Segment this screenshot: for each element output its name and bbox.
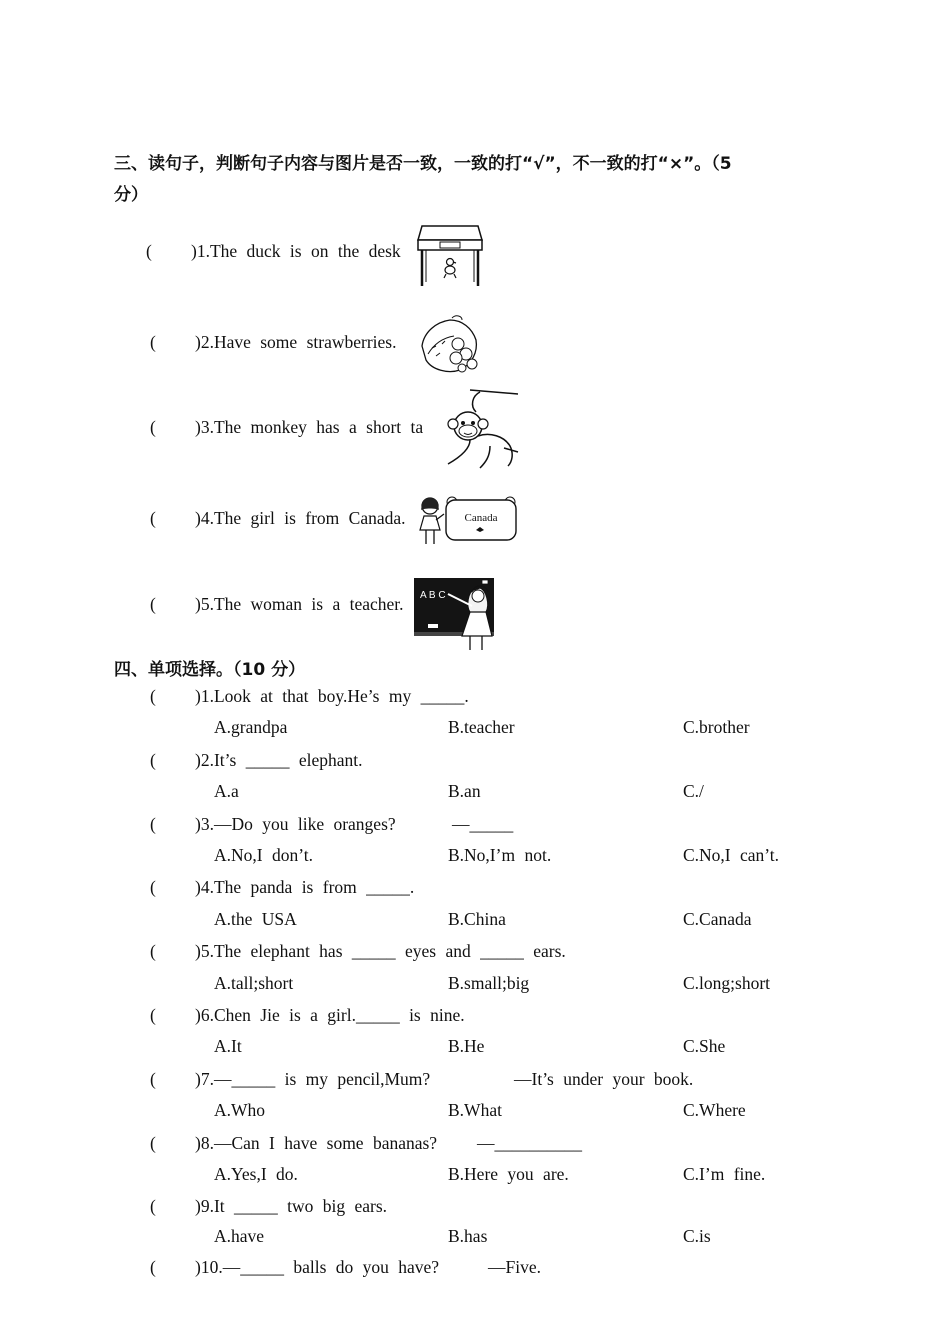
mc-q8-option-b: B.Here you are. — [448, 1164, 569, 1184]
mc-q3-option-b: B.No,I’m not. — [448, 845, 552, 865]
mc-q5-option-a: A.tall;short — [214, 973, 294, 993]
mc-q4-open: ( — [150, 877, 156, 897]
judge-item-2: )2.Have some strawberries. — [195, 332, 397, 352]
mc-q6-open: ( — [150, 1005, 156, 1025]
mc-q9-option-a: A.have — [214, 1226, 265, 1246]
mc-q8: )8.—Can I have some bananas? — [195, 1133, 438, 1153]
mc-q7-option-b: B.What — [448, 1100, 502, 1120]
desk-duck-picture — [416, 224, 484, 288]
mc-q3-option-a: A.No,I don’t. — [214, 845, 313, 865]
mc-q9-option-b: B.has — [448, 1226, 488, 1246]
mc-q2: )2.It’s _____ elephant. — [195, 750, 363, 770]
mc-q2-option-b: B.an — [448, 781, 481, 801]
mc-q4-option-a: A.the USA — [214, 909, 297, 929]
mc-q7-open: ( — [150, 1069, 156, 1089]
judge-item-3-open: ( — [150, 417, 156, 437]
mc-q2-option-a: A.a — [214, 781, 239, 801]
mc-q3-open: ( — [150, 814, 156, 834]
mc-q6: )6.Chen Jie is a girl._____ is nine. — [195, 1005, 465, 1025]
mc-q4-option-c: C.Canada — [683, 909, 752, 929]
mc-q5: )5.The elephant has _____ eyes and _____ ears. — [195, 941, 566, 961]
judge-item-3: )3.The monkey has a short ta — [195, 417, 424, 437]
mc-q7: )7.—_____ is my pencil,Mum? — [195, 1069, 431, 1089]
mc-q9: )9.It _____ two big ears. — [195, 1196, 388, 1216]
mc-q8-reply: —__________ — [477, 1133, 582, 1153]
judge-item-2-open: ( — [150, 332, 156, 352]
girl-canada-picture — [416, 494, 520, 548]
duck-icon — [444, 259, 456, 279]
judge-item-4: )4.The girl is from Canada. — [195, 508, 406, 528]
mc-q1-option-c: C.brother — [683, 717, 750, 737]
mc-q10-reply: —Five. — [488, 1257, 541, 1277]
mc-q3: )3.—Do you like oranges? — [195, 814, 396, 834]
mc-q5-option-b: B.small;big — [448, 973, 530, 993]
mc-q8-option-c: C.I’m fine. — [683, 1164, 766, 1184]
mc-q4: )4.The panda is from _____. — [195, 877, 415, 897]
judge-item-1: )1.The duck is on the desk — [191, 241, 401, 261]
mc-q8-option-a: A.Yes,I do. — [214, 1164, 298, 1184]
monkey-picture — [440, 386, 520, 472]
mc-q9-open: ( — [150, 1196, 156, 1216]
mc-q7-reply: —It’s under your book. — [514, 1069, 694, 1089]
mc-q9-option-c: C.is — [683, 1226, 711, 1246]
teacher-blackboard-picture — [412, 576, 498, 652]
mc-q3-option-c: C.No,I can’t. — [683, 845, 780, 865]
mc-q1-option-b: B.teacher — [448, 717, 515, 737]
mc-q1-option-a: A.grandpa — [214, 717, 288, 737]
canada-sign-label: Canada — [464, 512, 498, 524]
mc-q10-open: ( — [150, 1257, 156, 1277]
mc-q8-open: ( — [150, 1133, 156, 1153]
mc-q6-option-a: A.It — [214, 1036, 242, 1056]
mc-q10: )10.—_____ balls do you have? — [195, 1257, 440, 1277]
section3-title-line2: 分） — [114, 185, 148, 205]
mc-q7-option-a: A.Who — [214, 1100, 266, 1120]
judge-item-5-open: ( — [150, 594, 156, 614]
mc-q2-option-c: C./ — [683, 781, 704, 801]
mc-q6-option-c: C.She — [683, 1036, 726, 1056]
girl-icon — [420, 498, 444, 544]
mc-q5-open: ( — [150, 941, 156, 961]
mc-q1: )1.Look at that boy.He’s my _____. — [195, 686, 469, 706]
judge-item-5: )5.The woman is a teacher. — [195, 594, 404, 614]
judge-item-4-open: ( — [150, 508, 156, 528]
section3-title-line1: 三、读句子，判断句子内容与图片是否一致，一致的打“√”，不一致的打“×”。（5 — [114, 154, 732, 174]
mc-q7-option-c: C.Where — [683, 1100, 746, 1120]
strawberries-picture — [418, 314, 482, 376]
canada-sign-icon — [446, 497, 516, 540]
section4-title: 四、单项选择。（10 分） — [114, 660, 306, 680]
blackboard-text: A B C — [420, 590, 446, 601]
mc-q6-option-b: B.He — [448, 1036, 485, 1056]
mc-q1-open: ( — [150, 686, 156, 706]
mc-q2-open: ( — [150, 750, 156, 770]
mc-q3-reply: —_____ — [452, 814, 514, 834]
judge-item-1-open: ( — [146, 241, 152, 261]
mc-q4-option-b: B.China — [448, 909, 506, 929]
mc-q5-option-c: C.long;short — [683, 973, 771, 993]
